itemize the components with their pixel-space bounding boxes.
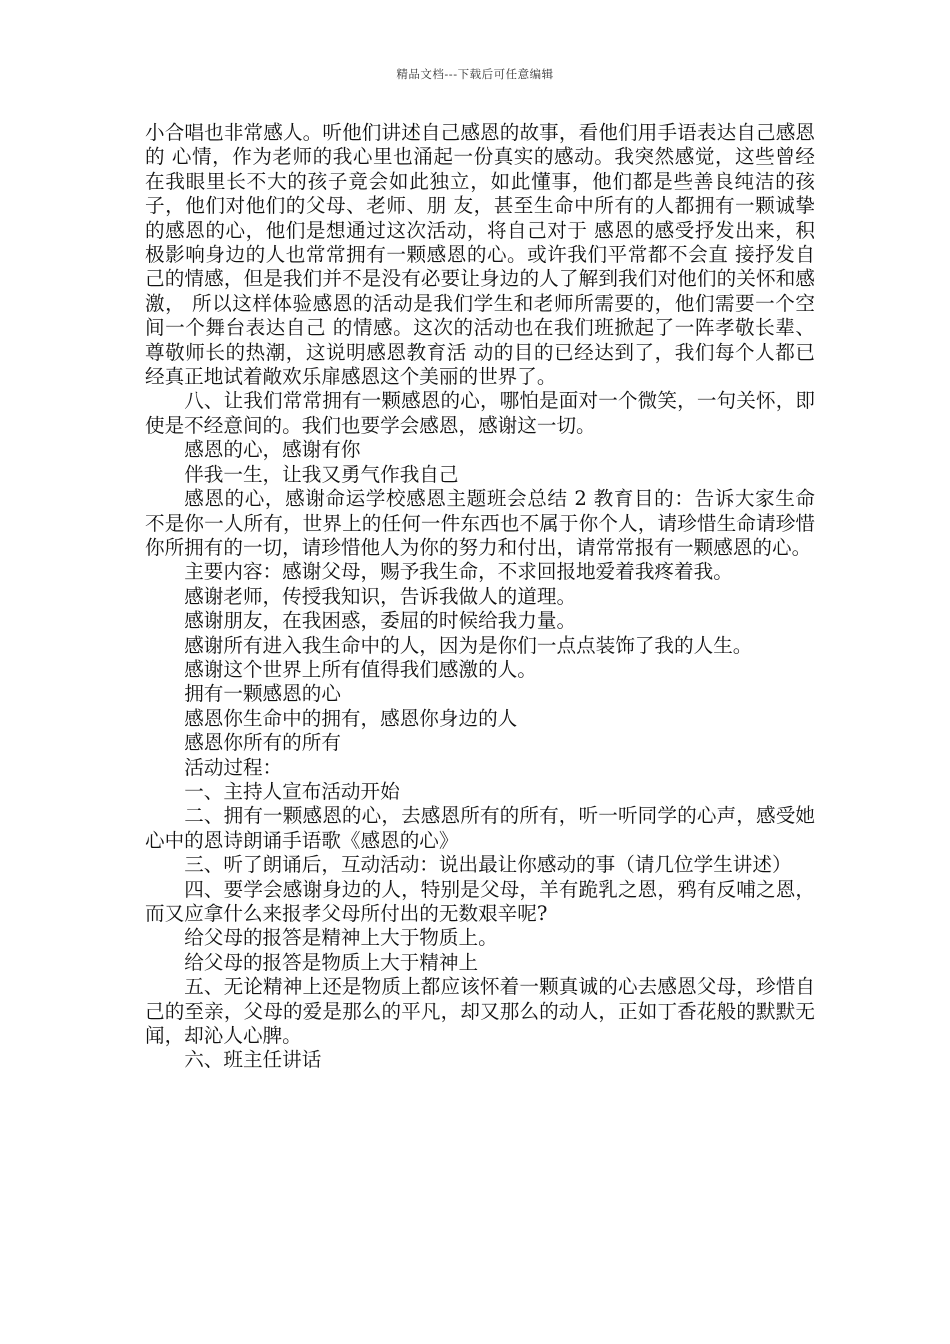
paragraph: 三、听了朗诵后，互动活动：说出最让你感动的事（请几位学生讲述） <box>184 853 792 877</box>
document-body <box>145 121 815 1073</box>
page-header: 精品文档---下载后可任意编辑 <box>396 67 554 81</box>
paragraph: 八、让我们常常拥有一颗感恩的心，哪怕是面对一个微笑，一句关怀，即使是不经意间的。我们也要学会感恩，感谢这一切。 <box>145 389 815 437</box>
paragraph: 感恩你所有的所有 <box>184 731 341 755</box>
paragraph: 五、无论精神上还是物质上都应该怀着一颗真诚的心去感恩父母，珍惜自己的至亲，父母的爱是那么的平凡，却又那么的动人，正如丁香花般的默默无闻，却沁人心脾。 <box>145 975 815 1048</box>
paragraph: 六、班主任讲话 <box>184 1048 322 1072</box>
paragraph: 感谢老师，传授我知识，告诉我做人的道理。 <box>184 584 577 608</box>
paragraph: 感谢所有进入我生命中的人，因为是你们一点点装饰了我的人生。 <box>184 633 753 657</box>
paragraph: 给父母的报答是物质上大于精神上 <box>184 950 479 974</box>
paragraph: 感谢这个世界上所有值得我们感激的人。 <box>184 657 537 681</box>
paragraph: 一、主持人宣布活动开始 <box>184 779 400 803</box>
paragraph: 给父母的报答是精神上大于物质上。 <box>184 926 498 950</box>
paragraph: 主要内容：感谢父母，赐予我生命，不求回报地爱着我疼着我。 <box>184 560 733 584</box>
paragraph: 感恩你生命中的拥有，感恩你身边的人 <box>184 706 518 730</box>
paragraph: 伴我一生，让我又勇气作我自己 <box>184 462 459 486</box>
paragraph: 拥有一颗感恩的心 <box>184 682 341 706</box>
paragraph: 感恩的心，感谢有你 <box>184 438 361 462</box>
paragraph: 感谢朋友，在我困惑，委屈的时候给我力量。 <box>184 609 577 633</box>
paragraph: 四、要学会感谢身边的人，特别是父母，羊有跪乳之恩，鸦有反哺之恩，而又应拿什么来报孝父母所付出的无数艰辛呢? <box>145 877 815 925</box>
paragraph: 感恩的心，感谢命运学校感恩主题班会总结 2 教育目的：告诉大家生命不是你一人所有，世界上的任何一件东西也不属于你个人，请珍惜生命请珍惜你所拥有的一切，请珍惜他人为你的努力和付出，请常常报有一颗感恩的心。 <box>145 487 815 559</box>
paragraph: 活动过程： <box>184 755 283 779</box>
paragraph: 小合唱也非常感人。听他们讲述自己感恩的故事，看他们用手语表达自己感恩的 心情，作为老师的我心里也涌起一份真实的感动。我突然感觉，这些曾经在我眼里长不大的孩子竟会如此独立，如此懂事，他们都是些善良纯洁的孩子，他们对他们的父母、老师、朋 友，甚至生命中所有的人都拥有一颗诚挚的感恩的心，他们是想通过这次活动，将自己对于 感恩的感受抒发出来，积极影响身边的人也常常拥有一颗感恩的心。或许我们平常都不会直 接抒发自己的情感，但是我们并不是没有必要让身边的人了解到我们对他们的关怀和感激， 所以这样体验感恩的活动是我们学生和老师所需要的，他们需要一个空间一个舞台表达自己 的情感。这次的活动也在我们班掀起了一阵孝敬长辈、尊敬师长的热潮，这说明感恩教育活 动的目的已经达到了，我们每个人都已经真正地试着敞欢乐扉感恩这个美丽的世界了。 <box>145 121 815 389</box>
paragraph: 二、拥有一颗感恩的心，去感恩所有的所有，听一听同学的心声，感受她心中的恩诗朗诵手语歌《感恩的心》 <box>145 804 815 852</box>
